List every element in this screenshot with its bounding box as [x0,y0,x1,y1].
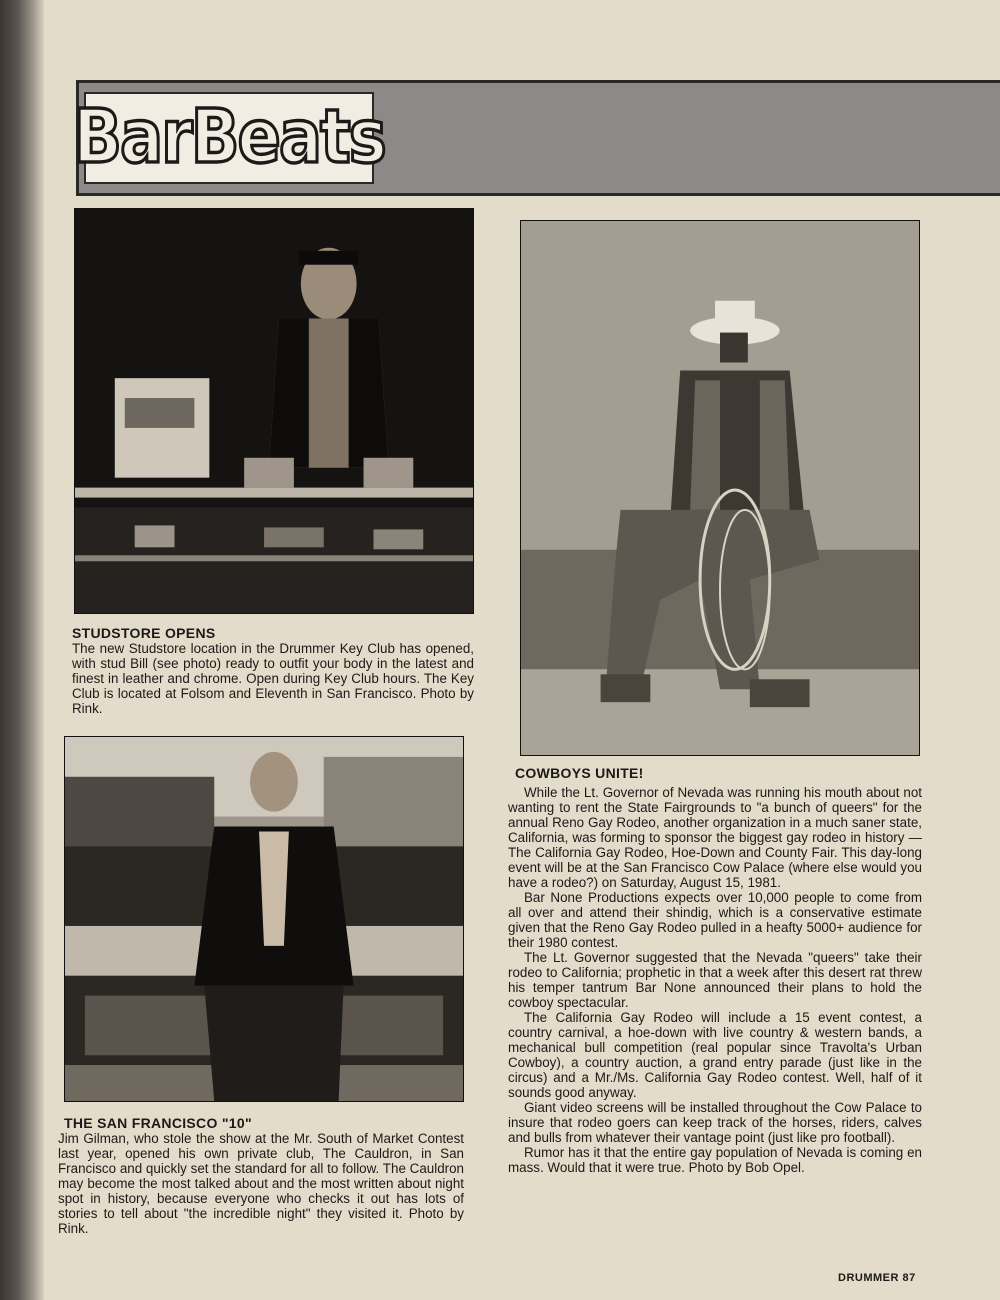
sf10-headline: THE SAN FRANCISCO "10" [64,1115,252,1131]
cowboys-paragraph-2: Bar None Productions expects over 10,000 people to come from all over and attend their shindig, which is a conservative estimate given that the Reno Gay Rodeo pulled in a heafty 5000+ audience for their 1980 contest. [508,890,922,950]
studstore-paragraph: The new Studstore location in the Drummer Key Club has opened, with stud Bill (see photo) ready to outfit your body in the latest and finest in leather and chrome. Open during Key Club hours. The Key Club is located at Folsom and Eleventh in San Francisco. Photo by Rink. [72,641,474,716]
section-title: BarBeats [73,95,385,181]
cowboys-paragraph-1: While the Lt. Governor of Nevada was running his mouth about not wanting to rent the State Fairgrounds to "a bunch of queers" for the annual Reno Gay Rodeo, another organization in a much saner state, California, was forming to sponsor the biggest gay rodeo in history — The California Gay Rodeo, Hoe-Down and County Fair. This day-long event will be at the San Francisco Cow Palace (where else would you have a rodeo?) on Saturday, August 15, 1981. [508,785,922,890]
sf10-paragraph: Jim Gilman, who stole the show at the Mr. South of Market Contest last year, opened his own private club, The Cauldron, in San Francisco and quickly set the standard for all to follow. The Cauldron may become the most talked about and the most written about night spot in history, because everyone who checks it out has lots of stories to tell about "the incredible night" they visited it. Photo by Rink. [58,1131,464,1236]
cowboy-photo [520,220,920,756]
cowboys-body [508,785,922,1175]
studstore-body [72,641,474,716]
magazine-spine-shadow [0,0,44,1300]
san-francisco-10-photo [64,736,464,1102]
cowboys-paragraph-5: Giant video screens will be installed throughout the Cow Palace to insure that rodeo goers can keep track of the horses, riders, calves and bulls from whatever their vantage point (just like pro football). [508,1100,922,1145]
cowboys-paragraph-4: The California Gay Rodeo will include a 15 event contest, a country carnival, a hoe-down with live country & western bands, a mechanical bull competition (real popular since Travolta's Urban Cowboy), a country auction, a grand entry parade (just like in the circus) and a Mr./Ms. California Gay Rodeo contest. Well, half of it sounds good anyway. [508,1010,922,1100]
section-title-box [73,92,385,184]
cowboys-headline: COWBOYS UNITE! [515,765,644,781]
cowboys-paragraph-3: The Lt. Governor suggested that the Nevada "queers" take their rodeo to California; prophetic in that a week after this desert rat threw his temper tantrum Bar None announced their plans to hold the cowboy spectacular. [508,950,922,1010]
sf10-body [58,1131,464,1236]
page-folio: DRUMMER 87 [838,1272,916,1284]
studstore-headline: STUDSTORE OPENS [72,625,216,641]
studstore-photo [74,208,474,614]
cowboys-paragraph-6: Rumor has it that the entire gay population of Nevada is coming en mass. Would that it were true. Photo by Bob Opel. [508,1145,922,1175]
